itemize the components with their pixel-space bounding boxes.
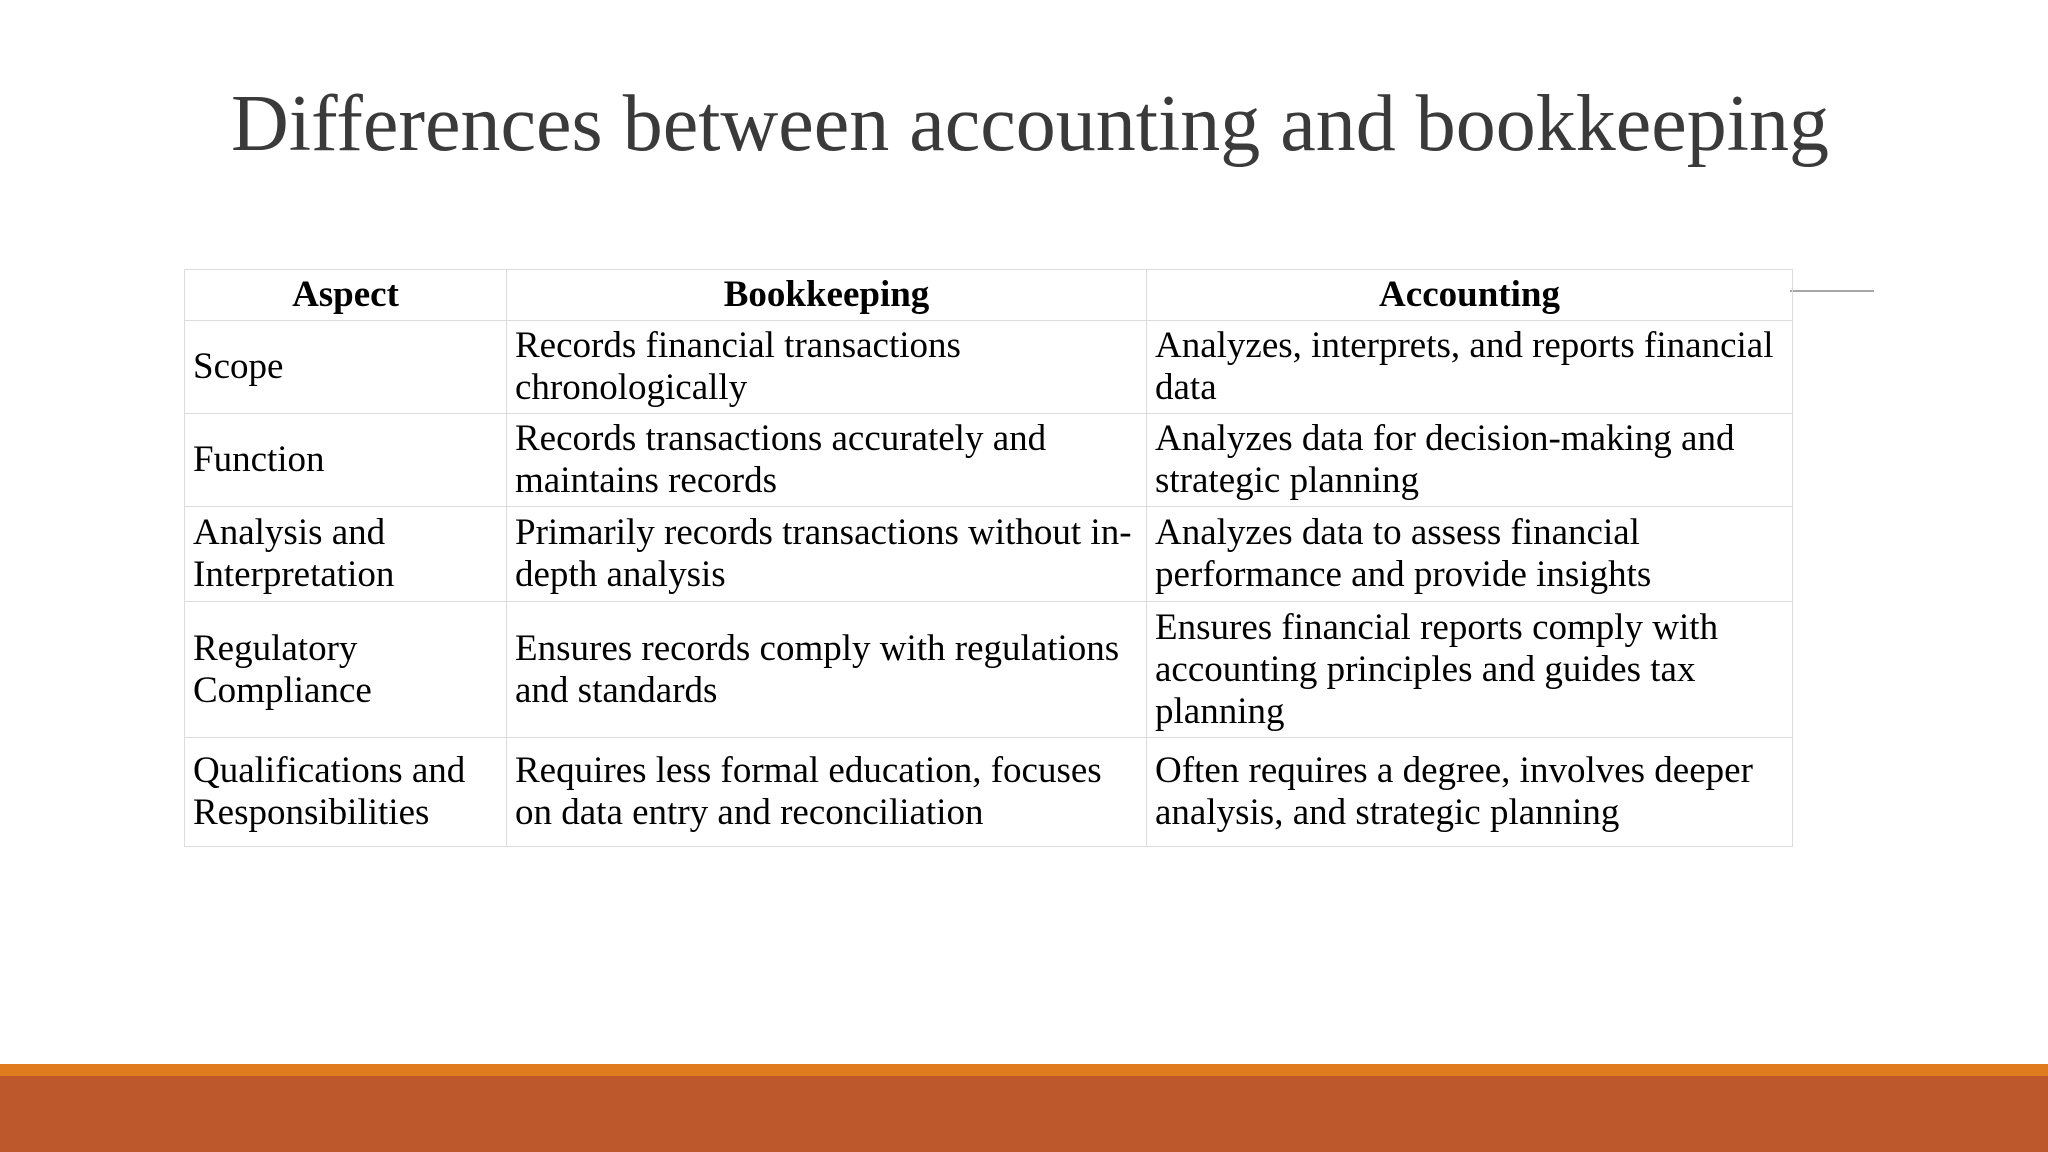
cell-aspect: Scope xyxy=(185,321,507,414)
cell-accounting: Ensures financial reports comply with accounting principles and guides tax planning xyxy=(1147,602,1793,738)
table-header-row xyxy=(185,270,1793,321)
table-row xyxy=(185,602,1793,738)
header-accounting: Accounting xyxy=(1147,270,1793,321)
cell-accounting: Analyzes data for decision-making and strategic planning xyxy=(1147,414,1793,507)
cell-bookkeeping: Records transactions accurately and maintains records xyxy=(507,414,1147,507)
cell-accounting: Often requires a degree, involves deeper analysis, and strategic planning xyxy=(1147,738,1793,847)
table-row xyxy=(185,414,1793,507)
cell-accounting: Analyzes, interprets, and reports financial data xyxy=(1147,321,1793,414)
comparison-table xyxy=(184,269,1793,847)
header-bookkeeping: Bookkeeping xyxy=(507,270,1147,321)
table-row xyxy=(185,507,1793,602)
table-row xyxy=(185,738,1793,847)
cell-bookkeeping: Ensures records comply with regulations and standards xyxy=(507,602,1147,738)
cell-bookkeeping: Primarily records transactions without in-depth analysis xyxy=(507,507,1147,602)
cell-bookkeeping: Records financial transactions chronologically xyxy=(507,321,1147,414)
header-aspect: Aspect xyxy=(185,270,507,321)
cell-aspect: Function xyxy=(185,414,507,507)
slide-title: Differences between accounting and bookkeeping xyxy=(231,80,1829,168)
footer-accent-bar xyxy=(0,1064,2048,1076)
table-row xyxy=(185,321,1793,414)
cell-accounting: Analyzes data to assess financial performance and provide insights xyxy=(1147,507,1793,602)
cell-bookkeeping: Requires less formal education, focuses on data entry and reconciliation xyxy=(507,738,1147,847)
cell-aspect: Analysis and Interpretation xyxy=(185,507,507,602)
footer-bar xyxy=(0,1076,2048,1152)
decorative-line xyxy=(1790,290,1874,292)
cell-aspect: Qualifications and Responsibilities xyxy=(185,738,507,847)
cell-aspect: Regulatory Compliance xyxy=(185,602,507,738)
